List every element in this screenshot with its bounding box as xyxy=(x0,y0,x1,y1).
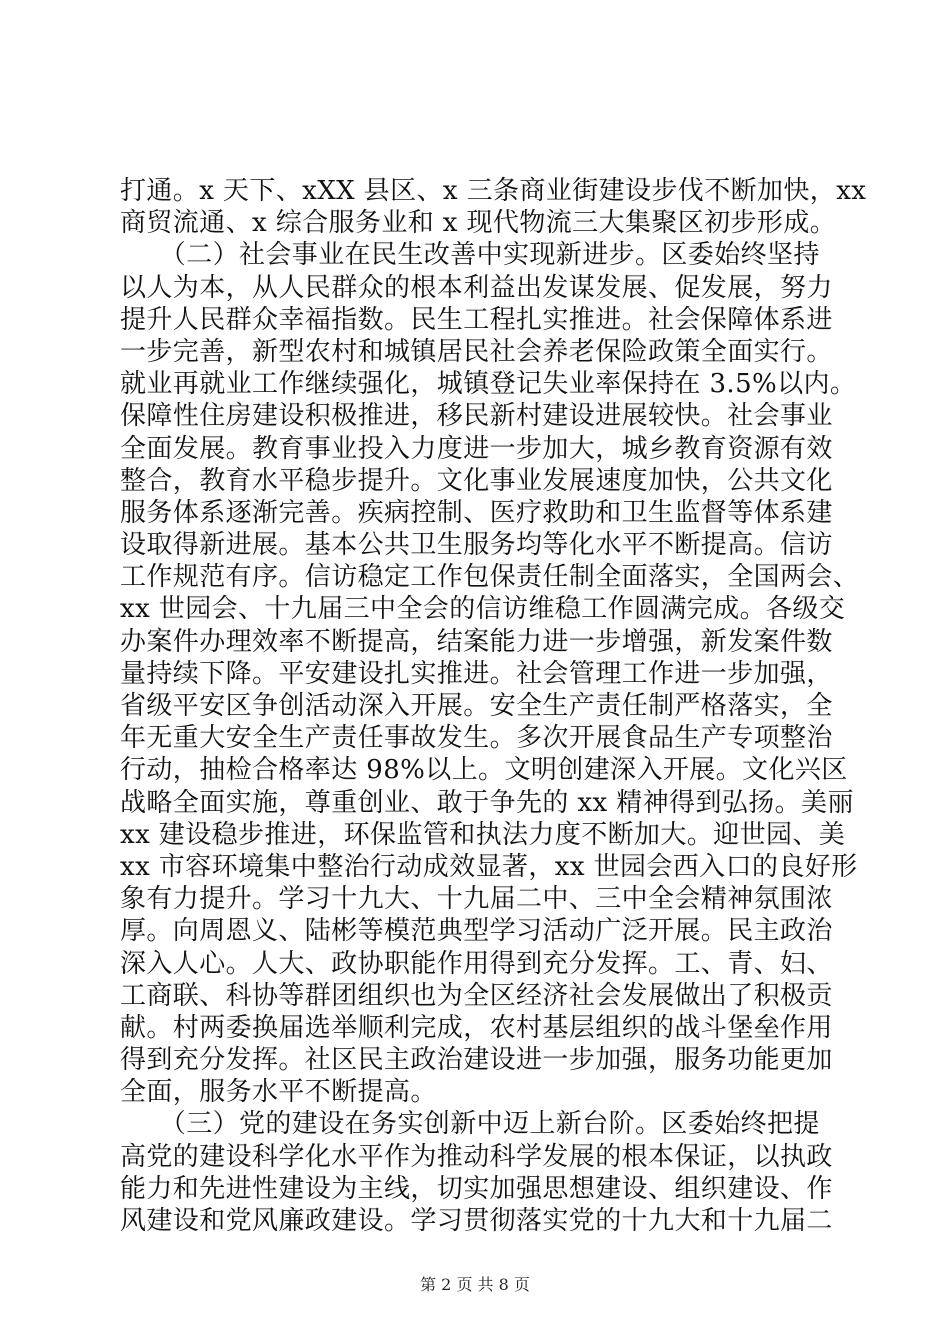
text-line: （二）社会事业在民生改善中实现新进步。区委始终坚持 xyxy=(120,240,820,271)
text-line: xx 建设稳步推进，环保监管和执法力度不断加大。迎世园、美 xyxy=(120,819,846,850)
text-line: 工作规范有序。信访稳定工作包保责任制全面落实，全国两会、 xyxy=(120,562,860,593)
text-line: 以人为本，从人民群众的根本利益出发谋发展、促发展，努力 xyxy=(120,272,833,303)
text-line: 全面，服务水平不断提高。 xyxy=(120,1077,437,1108)
text-line: 服务体系逐渐完善。疾病控制、医疗救助和卫生监督等体系建 xyxy=(120,497,833,528)
text-line: xx 世园会、十九届三中全会的信访维稳工作圆满完成。各级交 xyxy=(120,594,846,625)
text-line: 量持续下降。平安建设扎实推进。社会管理工作进一步加强， xyxy=(120,658,833,689)
text-line: 能力和先进性建设为主线，切实加强思想建设、组织建设、作 xyxy=(120,1173,833,1204)
text-line: 保障性住房建设积极推进，移民新村建设进展较快。社会事业 xyxy=(120,401,833,432)
text-line: 办案件办理效率不断提高，结案能力进一步增强，新发案件数 xyxy=(120,626,833,657)
text-line: 整合，教育水平稳步提升。文化事业发展速度加快，公共文化 xyxy=(120,465,833,496)
text-line: xx 市容环境集中整治行动成效显著，xx 世园会西入口的良好形 xyxy=(120,851,858,882)
text-line: 提升人民群众幸福指数。民生工程扎实推进。社会保障体系进 xyxy=(120,304,833,335)
text-line: 就业再就业工作继续强化，城镇登记失业率保持在 3.5%以内。 xyxy=(120,369,857,400)
page-footer: 第 2 页 共 8 页 xyxy=(420,1275,530,1294)
text-line: 得到充分发挥。社区民主政治建设进一步加强，服务功能更加 xyxy=(120,1045,833,1076)
text-line: 行动，抽检合格率达 98%以上。文明创建深入开展。文化兴区 xyxy=(120,755,848,786)
text-line: 献。村两委换届选举顺利完成，农村基层组织的战斗堡垒作用 xyxy=(120,1012,833,1043)
text-line: 象有力提升。学习十九大、十九届二中、三中全会精神氛围浓 xyxy=(120,884,833,915)
text-line: 深入人心。人大、政协职能作用得到充分发挥。工、青、妇、 xyxy=(120,948,833,979)
text-line: 打通。x 天下、xXX 县区、x 三条商业街建设步伐不断加快，xx xyxy=(120,176,867,206)
text-line: 一步完善，新型农村和城镇居民社会养老保险政策全面实行。 xyxy=(120,336,833,367)
text-line: 工商联、科协等群团组织也为全区经济社会发展做出了积极贡 xyxy=(120,980,833,1011)
text-line: 省级平安区争创活动深入开展。安全生产责任制严格落实，全 xyxy=(120,691,833,721)
text-line: 厚。向周恩义、陆彬等模范典型学习活动广泛开展。民主政治 xyxy=(120,916,833,947)
text-line: 商贸流通、x 综合服务业和 x 现代物流三大集聚区初步形成。 xyxy=(120,208,837,239)
body-text xyxy=(120,175,867,1237)
text-line: 高党的建设科学化水平作为推动科学发展的根本保证，以执政 xyxy=(120,1141,833,1172)
text-line: 全面发展。教育事业投入力度进一步加大，城乡教育资源有效 xyxy=(120,433,833,464)
text-line: （三）党的建设在务实创新中迈上新台阶。区委始终把提 xyxy=(120,1109,820,1140)
text-line: 战略全面实施，尊重创业、敢于争先的 xx 精神得到弘扬。美丽 xyxy=(120,787,854,818)
text-line: 年无重大安全生产责任事故发生。多次开展食品生产专项整治 xyxy=(120,723,833,754)
text-line: 设取得新进展。基本公共卫生服务均等化水平不断提高。信访 xyxy=(120,530,833,561)
text-line: 风建设和党风廉政建设。学习贯彻落实党的十九大和十九届二 xyxy=(120,1206,833,1236)
